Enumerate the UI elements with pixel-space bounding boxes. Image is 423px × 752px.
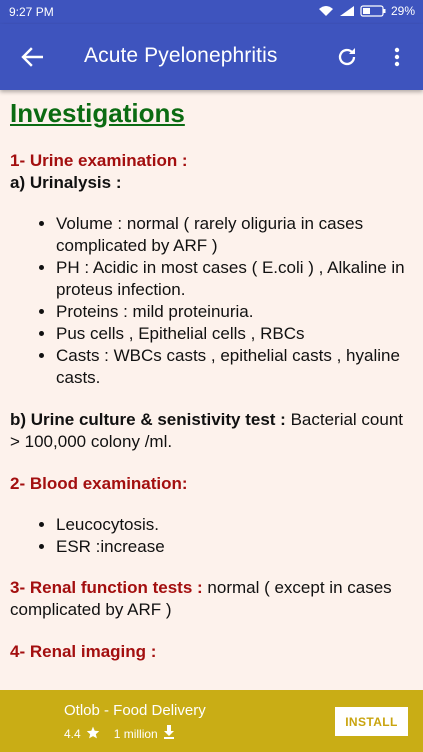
page-title: Acute Pyelonephritis [84,44,278,67]
list-item: • PH : Acidic in most cases ( E.coli ) , Alkaline in proteus infection. [56,257,413,301]
list-item: • Casts : WBCs casts , epithelial casts , hyaline casts. [56,345,413,389]
download-icon [163,725,175,742]
renal-imaging-heading: 4- Renal imaging : [10,642,157,661]
battery-icon [360,5,386,17]
ad-banner[interactable] [0,690,423,752]
urine-culture-text: Bacterial count > 100,000 colony /ml. [10,410,404,451]
status-bar [0,0,423,24]
list-item: • Leucocytosis. [56,514,413,536]
battery-percent: 29% [390,4,415,18]
ad-rating: 4.4 [64,726,81,741]
more-vert-icon[interactable] [386,43,408,71]
urinalysis-heading: a) Urinalysis : [10,173,122,192]
refresh-icon[interactable] [333,43,361,71]
list-item: • ESR :increase [56,536,413,558]
ad-downloads: 1 million [113,726,158,741]
ad-divider [0,683,423,690]
urinalysis-list [34,213,413,389]
section-heading: Investigations [10,98,185,128]
renal-function-heading: 3- Renal function tests : [10,578,203,597]
blood-exam-heading: 2- Blood examination: [10,474,188,493]
urine-culture-paragraph [10,409,413,453]
urine-exam-heading: 1- Urine examination : [10,151,188,170]
status-icons [318,4,415,18]
list-item: • Pus cells , Epithelial cells , RBCs [56,323,413,345]
ad-meta [64,725,175,742]
urine-culture-heading: b) Urine culture & senistivity test : [10,410,286,429]
back-arrow-icon[interactable] [18,43,46,71]
signal-icon [339,5,355,17]
app-bar [0,24,423,90]
ad-title[interactable]: Otlob - Food Delivery [64,702,206,719]
renal-function-text: normal ( except in cases complicated by ARF ) [10,578,392,619]
install-button[interactable]: INSTALL [335,707,408,736]
renal-function-paragraph [10,577,413,621]
star-icon [86,726,100,742]
status-time: 9:27 PM [9,5,54,19]
list-item: • Volume : normal ( rarely oliguria in cases complicated by ARF ) [56,213,413,257]
wifi-icon [318,5,334,17]
article-content [0,90,423,683]
blood-exam-list [34,514,413,558]
list-item: • Proteins : mild proteinuria. [56,301,413,323]
